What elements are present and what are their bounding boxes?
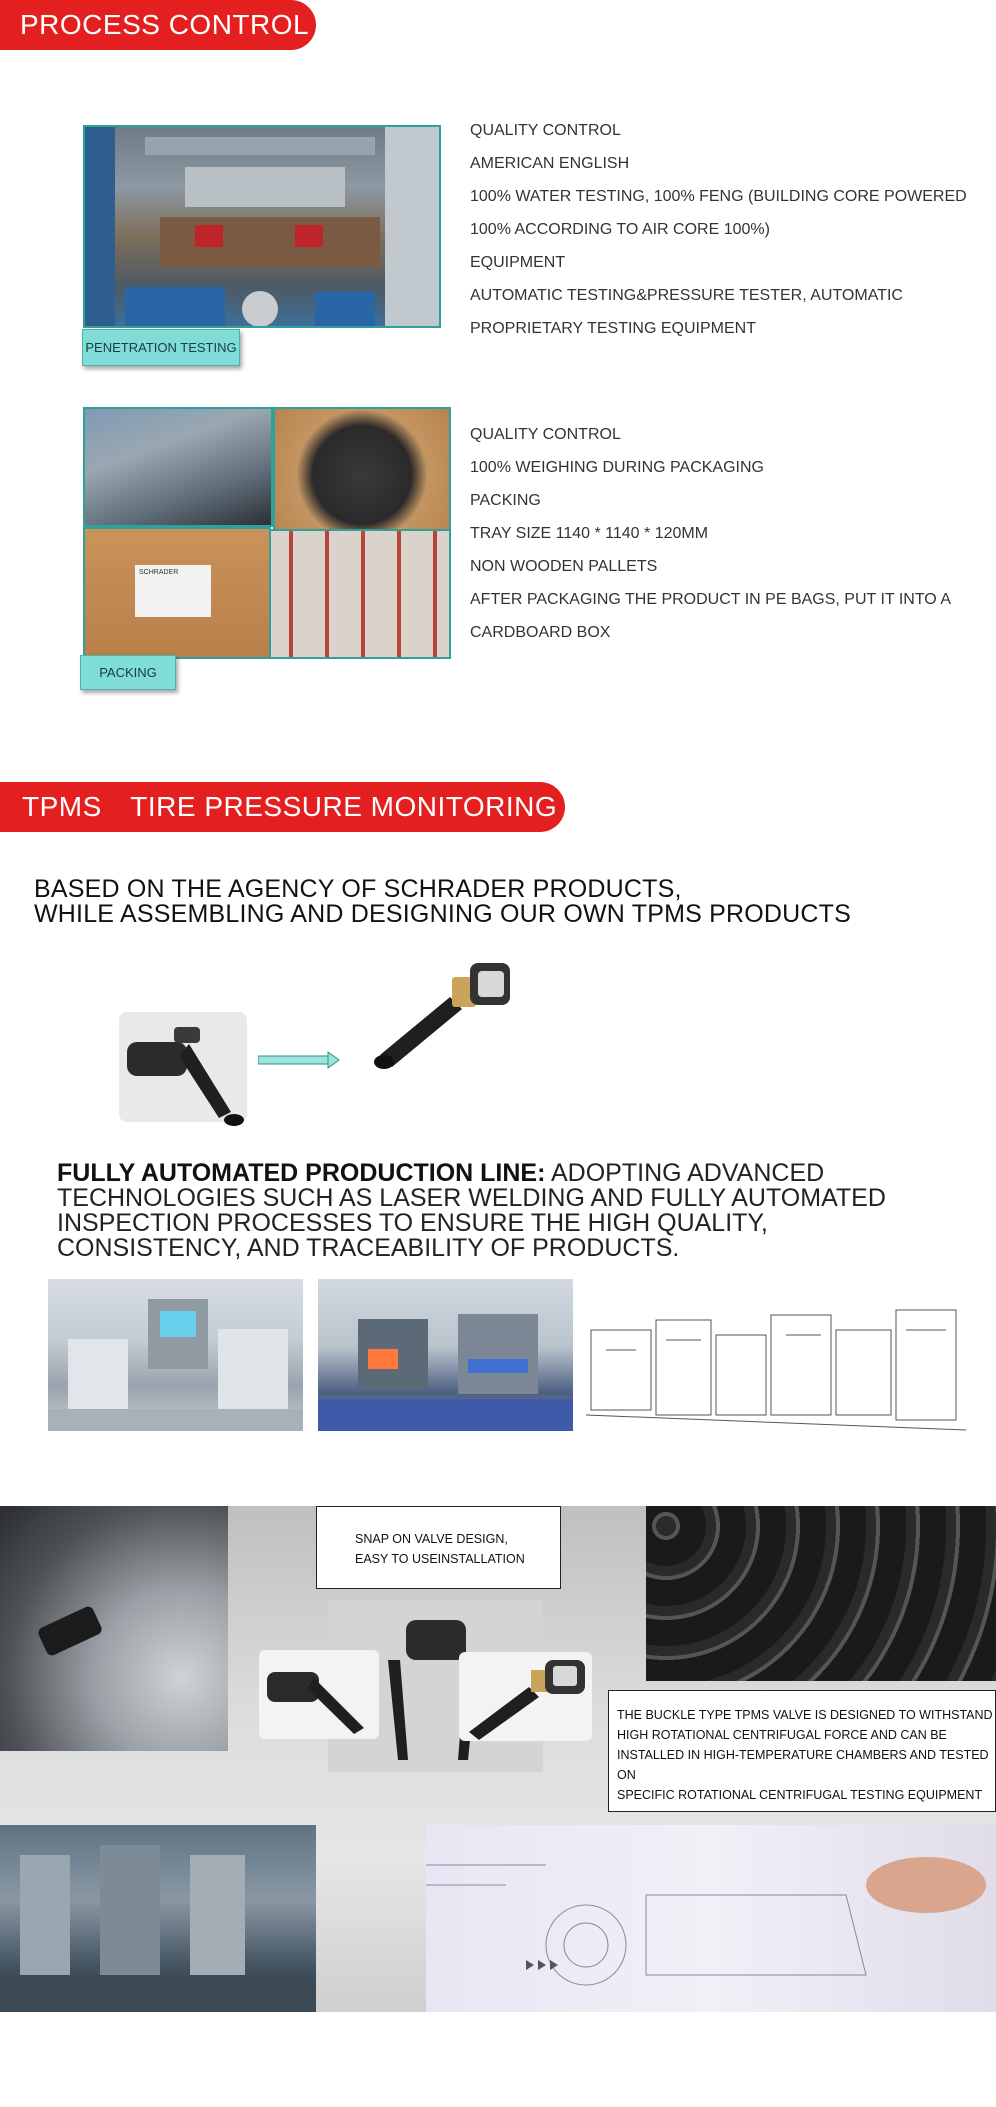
text-line: 100% ACCORDING TO AIR CORE 100%) — [470, 221, 770, 238]
text-line: QUALITY CONTROL — [470, 426, 621, 443]
text-line: QUALITY CONTROL — [470, 122, 621, 139]
text-line: PROPRIETARY TESTING EQUIPMENT — [470, 320, 756, 337]
banner-title: TPMS TIRE PRESSURE MONITORING — [22, 791, 558, 822]
text-line: AMERICAN ENGLISH — [470, 155, 630, 172]
packing-workshop-photo — [83, 407, 273, 527]
sensor-after-image — [370, 957, 515, 1077]
text-line: NON WOODEN PALLETS — [470, 558, 658, 575]
packing-tag: PACKING — [80, 655, 176, 690]
text-line: 100% WATER TESTING, 100% FENG (BUILDING CORE POWERED — [470, 188, 967, 205]
text-line: AUTOMATIC TESTING&PRESSURE TESTER, AUTOMATIC — [470, 287, 903, 304]
text-line: 100% WEIGHING DURING PACKAGING — [470, 459, 764, 476]
text-line: AFTER PACKAGING THE PRODUCT IN PE BAGS, PUT IT INTO A — [470, 591, 951, 608]
valve-stems-photo — [646, 1506, 996, 1681]
transform-arrow-icon — [258, 1051, 340, 1069]
penetration-testing-text — [470, 114, 967, 345]
wheel-sensor-photo — [0, 1506, 228, 1751]
penetration-testing-tag: PENETRATION TESTING — [82, 329, 240, 366]
snap-on-valve-callout: SNAP ON VALVE DESIGN, EASY TO USEINSTALLATION — [316, 1506, 561, 1589]
production-lab-photo-1 — [48, 1279, 303, 1431]
text-line: EQUIPMENT — [470, 254, 566, 271]
banner-title: PROCESS CONTROL — [20, 9, 310, 40]
production-line-paragraph — [57, 1161, 937, 1261]
text-line: PACKING — [470, 492, 541, 509]
blueprint-sketch — [426, 1825, 996, 2012]
sensor-right-thumbnail — [459, 1652, 592, 1741]
buckle-valve-callout: THE BUCKLE TYPE TPMS VALVE IS DESIGNED TO WITHSTAND HIGH ROTATIONAL CENTRIFUGAL FORCE AND CAN BE INSTALLED IN HIGH-TEMPERATURE CHAMBERS AND TESTED ON SPECIFIC ROTATIONAL CENTRIFUGAL TESTING EQUIPMENT — [608, 1690, 996, 1812]
process-control-banner — [0, 0, 316, 50]
packing-carton-photo — [83, 527, 271, 659]
production-line-body: ADOPTING ADVANCED TECHNOLOGIES SUCH AS LASER WELDING AND FULLY AUTOMATED INSPECTION PROCESSES TO ENSURE THE HIGH QUALITY, CONSISTENCY, AND TRACEABILITY OF PRODUCTS. — [57, 1159, 886, 1262]
production-line-drawing — [586, 1290, 966, 1435]
tpms-banner — [0, 782, 565, 832]
carton-label: SCHRADER — [135, 565, 211, 617]
packing-text — [470, 418, 951, 649]
packing-pallets-photo — [269, 529, 451, 659]
tpms-sensor-icon — [119, 1012, 247, 1142]
technical-drawing-photo — [426, 1825, 996, 2012]
tpms-intro-heading: BASED ON THE AGENCY OF SCHRADER PRODUCTS, WHILE ASSEMBLING AND DESIGNING OUR OWN TPMS PRODUCTS — [34, 875, 851, 928]
penetration-testing-photo — [83, 125, 441, 328]
machining-photo — [0, 1825, 316, 2012]
machine-illustration — [85, 127, 441, 328]
packing-box-valves-photo — [273, 407, 451, 531]
sensor-before-image — [119, 1012, 247, 1122]
tpms-valve-icon — [370, 957, 515, 1077]
text-line: TRAY SIZE 1140 * 1140 * 120MM — [470, 525, 709, 542]
packing-photo-grid — [83, 407, 451, 659]
production-lab-photo-2 — [318, 1279, 573, 1431]
text-line: CARDBOARD BOX — [470, 624, 611, 641]
machine-line-sketch — [586, 1290, 966, 1435]
sensor-left-thumbnail — [259, 1650, 379, 1739]
production-line-lead: FULLY AUTOMATED PRODUCTION LINE: — [57, 1159, 546, 1187]
